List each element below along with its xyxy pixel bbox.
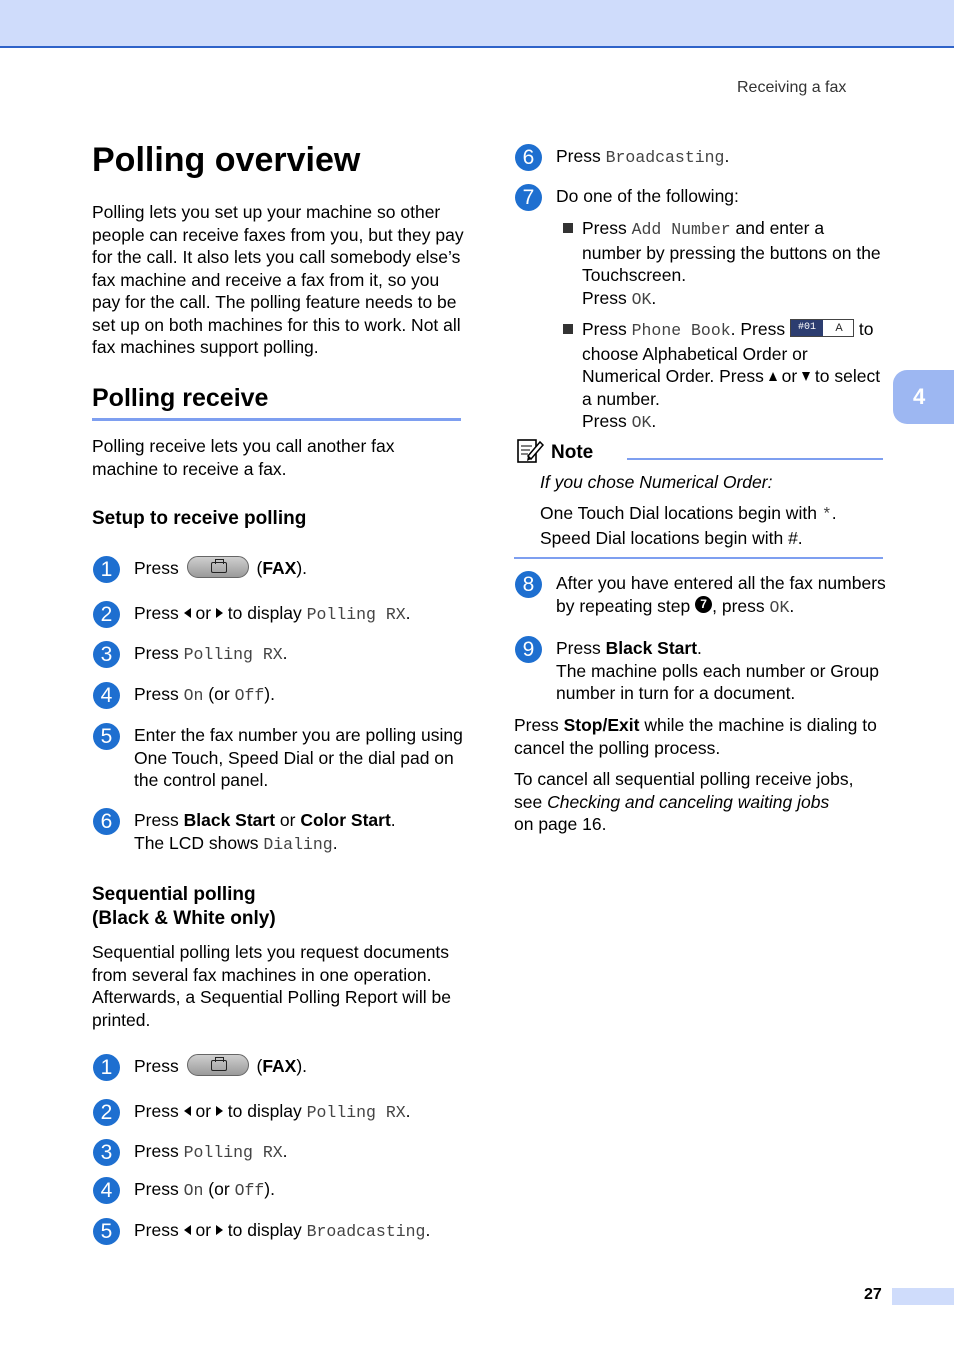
fax-key-button[interactable] bbox=[187, 556, 249, 578]
note-body: One Touch Dial locations begin with *. Speed Dial locations begin with #. bbox=[540, 503, 837, 548]
step-number: 5 bbox=[93, 1218, 120, 1245]
note-rule bbox=[627, 458, 883, 460]
note-italic-line: If you chose Numerical Order: bbox=[540, 472, 773, 492]
bullet-phone-book: Press Phone Book. Press #01 A to choose Alphabetical Order or Numerical Order. Press or to select a number. Press OK. bbox=[582, 319, 881, 432]
cancel-jobs-paragraph: To cancel all sequential polling receive jobs, see Checking and canceling waiting jobs on page 16. bbox=[514, 769, 854, 834]
step-number: 4 bbox=[93, 682, 120, 709]
fax-key-button[interactable] bbox=[187, 1054, 249, 1076]
step-number: 2 bbox=[93, 1099, 120, 1126]
left-arrow-icon bbox=[184, 608, 191, 618]
phone-book-sort-toggle[interactable]: #01 A bbox=[790, 319, 854, 337]
bullet-marker bbox=[563, 223, 573, 233]
fax-icon bbox=[211, 1060, 227, 1071]
step-number: 1 bbox=[93, 556, 120, 583]
step-number: 3 bbox=[93, 1139, 120, 1166]
subheading-sequential: Sequential polling (Black & White only) bbox=[92, 884, 276, 929]
step-text: Press or to display Polling RX. bbox=[134, 1101, 411, 1122]
right-arrow-icon bbox=[216, 1225, 223, 1235]
bullet-add-number: Press Add Number and enter a number by pressing the buttons on the Touchscreen. Press OK. bbox=[582, 218, 881, 309]
page-title: Polling overview bbox=[92, 141, 361, 179]
subheading-setup: Setup to receive polling bbox=[92, 508, 307, 529]
step-text: Press Black Start or Color Start. The LCD shows Dialing. bbox=[134, 810, 396, 854]
note-bottom-rule bbox=[514, 557, 883, 559]
step-text: Press or to display Broadcasting. bbox=[134, 1220, 431, 1241]
step-text: Press (FAX). bbox=[134, 1056, 308, 1076]
step-text: Enter the fax number you are polling using One Touch, Speed Dial or the dial pad on the control panel. bbox=[134, 725, 463, 790]
step-text: Press or to display Polling RX. bbox=[134, 603, 411, 624]
running-head: Receiving a fax bbox=[737, 79, 847, 96]
bullet-marker bbox=[563, 324, 573, 334]
step-text: Press Broadcasting. bbox=[556, 146, 730, 167]
page-number: 27 bbox=[864, 1286, 882, 1303]
step-text: Do one of the following: bbox=[556, 186, 739, 206]
stop-exit-paragraph: Press Stop/Exit while the machine is dialing to cancel the polling process. bbox=[514, 715, 877, 758]
intro-paragraph: Polling lets you set up your machine so other people can receive faxes from you, but they pay for the call. It also lets you call somebody else’s fax machine and receive a fax from it, so you pay for the call. The polling feature needs to be set up on both machines for this to work. Not all fax machines support polling. bbox=[92, 202, 464, 357]
left-arrow-icon bbox=[184, 1225, 191, 1235]
step-text: Press Black Start. The machine polls each number or Group number in turn for a document. bbox=[556, 638, 879, 703]
step-text: Press Polling RX. bbox=[134, 1141, 288, 1162]
left-arrow-icon bbox=[184, 1106, 191, 1116]
section-heading-polling-receive: Polling receive bbox=[92, 382, 461, 421]
footer-band bbox=[892, 1288, 954, 1305]
step-number: 8 bbox=[515, 571, 542, 598]
step-number: 4 bbox=[93, 1177, 120, 1204]
right-arrow-icon bbox=[216, 608, 223, 618]
step-text: Press On (or Off). bbox=[134, 684, 275, 705]
right-arrow-icon bbox=[216, 1106, 223, 1116]
step-number: 2 bbox=[93, 601, 120, 628]
step-number: 9 bbox=[515, 636, 542, 663]
step-text: After you have entered all the fax numbers by repeating step 7 , press OK. bbox=[556, 573, 886, 617]
step-number: 6 bbox=[93, 808, 120, 835]
down-arrow-icon bbox=[802, 372, 810, 381]
chapter-tab: 4 bbox=[893, 370, 954, 424]
step-reference-badge: 7 bbox=[695, 596, 712, 613]
step-number: 5 bbox=[93, 723, 120, 750]
note-header bbox=[514, 436, 883, 466]
step-number: 6 bbox=[515, 144, 542, 171]
top-header-band bbox=[0, 0, 954, 48]
fax-icon bbox=[211, 562, 227, 573]
note-label: Note bbox=[551, 442, 594, 463]
sequential-paragraph: Sequential polling lets you request documents from several fax machines in one operation. Afterwards, a Sequential Polling Report will be printed. bbox=[92, 942, 451, 1030]
step-text: Press On (or Off). bbox=[134, 1179, 275, 1200]
step-text: Press Polling RX. bbox=[134, 643, 288, 664]
step-text: Press (FAX). bbox=[134, 558, 308, 578]
polling-receive-paragraph: Polling receive lets you call another fax machine to receive a fax. bbox=[92, 436, 395, 479]
step-number: 7 bbox=[515, 184, 542, 211]
step-number: 1 bbox=[93, 1054, 120, 1081]
note-pencil-icon bbox=[516, 436, 544, 464]
up-arrow-icon bbox=[769, 372, 777, 381]
step-number: 3 bbox=[93, 641, 120, 668]
